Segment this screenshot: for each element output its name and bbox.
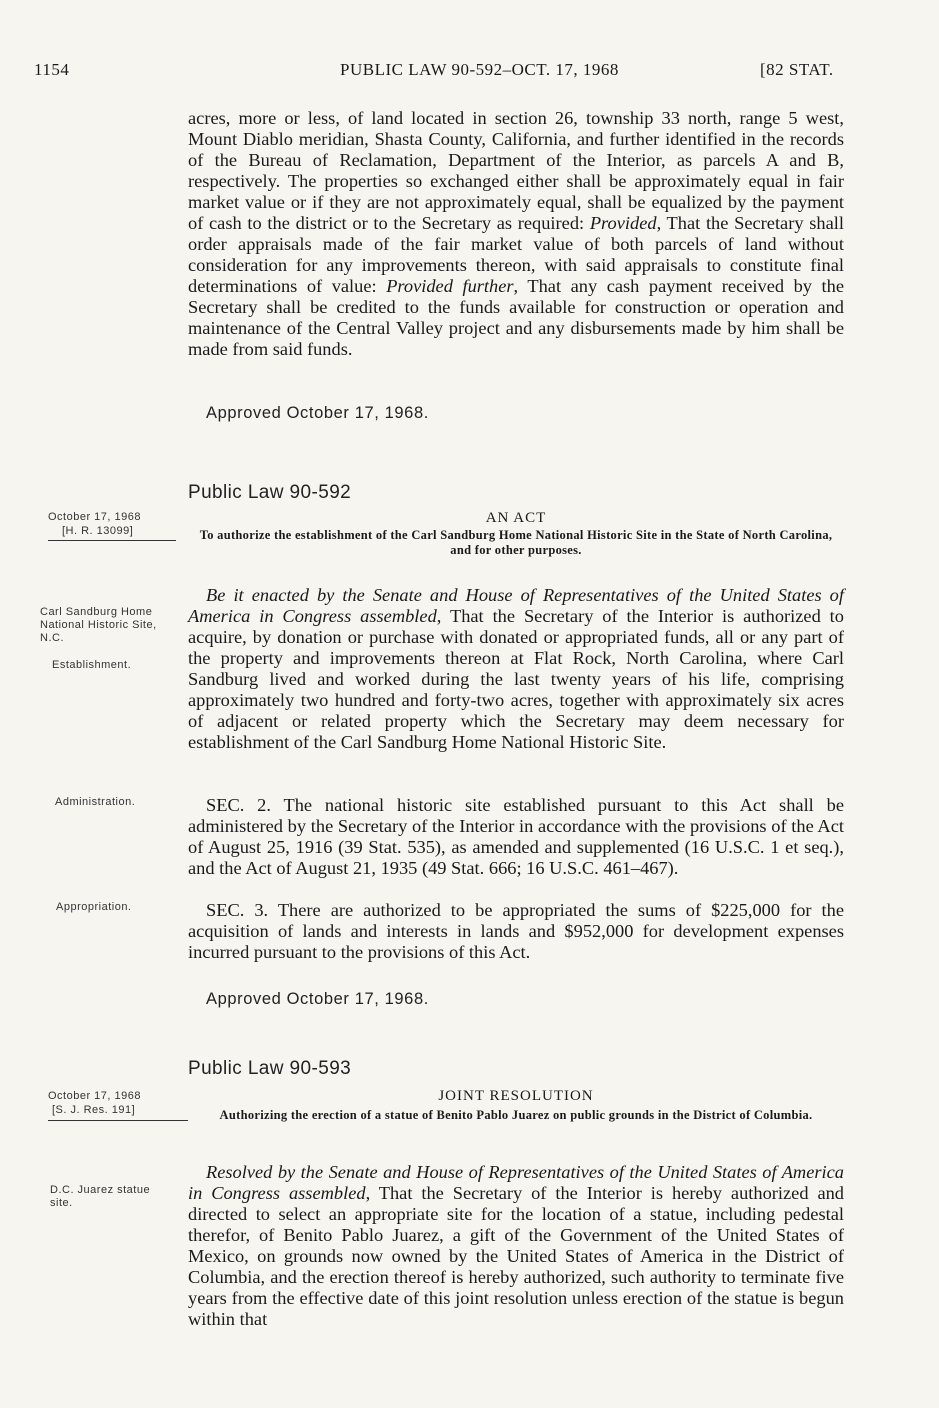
law-593-caption: Authorizing the erection of a statue of Benito Pablo Juarez on public grounds in the District of Columbia. xyxy=(219,1108,813,1122)
law-592-date: October 17, 1968 xyxy=(48,511,142,523)
law-593-act-label: JOINT RESOLUTION xyxy=(438,1088,594,1104)
carryover-paragraph xyxy=(188,108,844,402)
carryover-text-3: , That any cash payment received by the Secretary shall be credited to the funds available for construction or operation and maintenance of the Central Valley project and any disbursements made by him shall be made from said funds. xyxy=(188,276,844,359)
law-592-bill-number: [H. R. 13099] xyxy=(62,525,134,537)
margin-note-appropriation: Appropriation. xyxy=(56,901,132,913)
law-592-section-2 xyxy=(188,795,844,900)
carryover-approved-date: Approved October 17, 1968. xyxy=(206,404,429,422)
law-593-margin-rule xyxy=(48,1120,188,1121)
volume-reference: [82 STAT. xyxy=(760,60,834,79)
carryover-text-1: acres, more or less, of land located in section 26, township 33 north, range 5 west, Mount Diablo meridian, Shasta County, California, and further identified in the records of the Bureau of Reclamation, Department of the Interior, as parcels A and B, respectively. The properties so exchanged either shall be approximately equal in fair market value or if they are not approximately equal, shall be equalized by the payment of cash to the district or to the Secretary as required: xyxy=(188,108,844,233)
page-number: 1154 xyxy=(34,60,70,79)
law-592-title: Public Law 90-592 xyxy=(188,482,352,503)
law-592-sec2-text: SEC. 2. The national historic site established pursuant to this Act shall be administered by the Secretary of the Interior in accordance with the provisions of the Act of August 25, 1916 (39 Stat. 535), as amended and supplemented (16 U.S.C. 1 et seq.), and the Act of August 21, 1935 (49 Stat. 666; 16 U.S.C. 461–467). xyxy=(188,795,844,878)
carryover-text-2: , That the Secretary shall order appraisals made of the fair market value of both parcels of land without consideration for any improvements thereon, with said appraisals to constitute final determinations of value: xyxy=(188,213,844,296)
law-592-sec1-text: , That the Secretary of the Interior is authorized to acquire, by donation or purchase with donated or appropriated funds, all or any part of the property and improvements thereon at Flat Rock, North Carolina, where Carl Sandburg lived and worked during the last twenty years of his life, comprising approximately two hundred and forty-two acres, together with approximately six acres of adjacent or related property which the Secretary may deem necessary for establishment of the Carl Sandburg Home National Historic Site. xyxy=(188,606,844,752)
margin-note-sandburg-site: Carl Sandburg Home National Historic Site, N.C. xyxy=(40,606,157,644)
law-592-section-3 xyxy=(188,900,844,984)
carryover-proviso-2: Provided further xyxy=(386,276,514,296)
law-593-date: October 17, 1968 xyxy=(48,1090,142,1102)
margin-note-juarez-site: D.C. Juarez statue site. xyxy=(50,1184,151,1209)
law-592-act-label: AN ACT xyxy=(485,510,547,526)
law-593-resolution xyxy=(188,1162,844,1372)
law-593-title: Public Law 90-593 xyxy=(188,1058,352,1079)
law-592-enacting-clause: Be it enacted by the Senate and House of Representatives of the United States of America in Congress assembled xyxy=(188,585,844,626)
law-592-caption: To authorize the establishment of the Carl Sandburg Home National Historic Site in the State of North Carolina, and for other purposes. xyxy=(199,528,833,557)
margin-note-administration: Administration. xyxy=(55,796,136,808)
margin-note-establishment: Establishment. xyxy=(52,659,132,671)
law-593-text: , That the Secretary of the Interior is hereby authorized and directed to select an appropriate site for the location of a statue, including pedestal therefor, of Benito Pablo Juarez, a gift of the Government of the United States of Mexico, on grounds now owned by the United States of America in the District of Columbia, and the erection thereof is hereby authorized, such authority to terminate five years from the effective date of this joint resolution unless erection of the statue is begun within that xyxy=(188,1183,844,1329)
carryover-proviso-1: Provided xyxy=(589,213,657,233)
law-592-sec3-text: SEC. 3. There are authorized to be appropriated the sums of $225,000 for the acquisition of lands and interests in lands and $952,000 for development expenses incurred pursuant to the provisions of this Act. xyxy=(188,900,844,962)
law-592-margin-rule xyxy=(48,540,176,541)
running-title: PUBLIC LAW 90-592–OCT. 17, 1968 xyxy=(340,60,619,79)
law-593-resolving-clause: Resolved by the Senate and House of Representatives of the United States of America in Congress assembled xyxy=(188,1162,844,1203)
law-592-approved-date: Approved October 17, 1968. xyxy=(206,990,429,1008)
law-592-section-1 xyxy=(188,585,844,795)
law-593-bill-number: [S. J. Res. 191] xyxy=(52,1104,136,1116)
